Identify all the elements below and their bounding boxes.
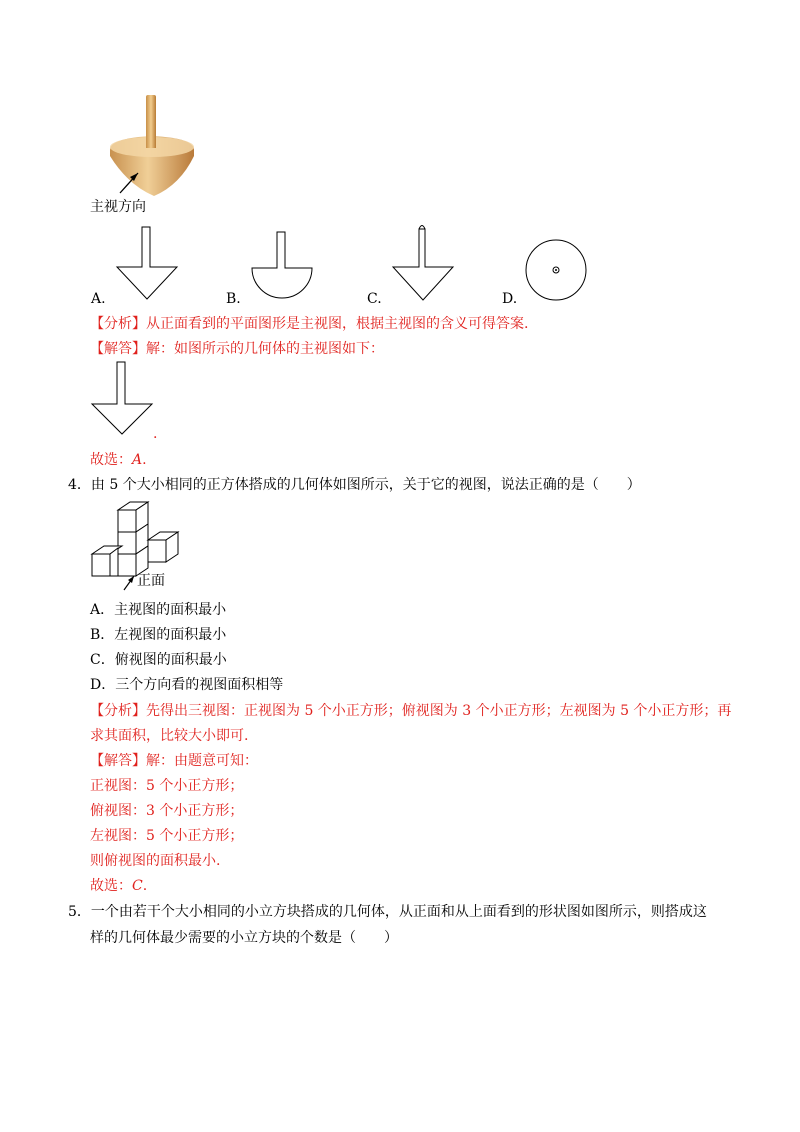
- front-label: 正面: [137, 573, 165, 589]
- answer-tag: 【解答】: [90, 753, 146, 769]
- option-a-shape: [115, 225, 179, 301]
- q4-step-3: 左视图：5 个小正方形；: [90, 828, 244, 844]
- q4-step-4: 则俯视图的面积最小.: [90, 853, 221, 869]
- q4-analysis-line1: [90, 702, 731, 720]
- q4-option-a[interactable]: A．主视图的面积最小: [90, 602, 227, 618]
- q3-choice: [90, 451, 147, 469]
- analysis-text: 从正面看到的平面图形是主视图，根据主视图的含义可得答案.: [146, 316, 529, 332]
- q4-option-c[interactable]: C．俯视图的面积最小: [90, 652, 227, 668]
- q4-step-2: 俯视图：3 个小正方形；: [90, 803, 244, 819]
- answer-front-view-shape: [90, 360, 154, 436]
- analysis-tag: 【分析】: [90, 703, 146, 719]
- choice-letter: A: [132, 452, 143, 468]
- q5-line1: [68, 903, 707, 921]
- answer-text: 解：由题意可知：: [146, 753, 258, 769]
- option-c-shape: [391, 220, 455, 302]
- q4-stem: [68, 476, 641, 494]
- answer-tag: 【解答】: [90, 341, 146, 357]
- spinning-top-figure: [100, 90, 210, 205]
- q4-option-b[interactable]: B．左视图的面积最小: [90, 627, 227, 643]
- view-direction-label: 主视方向: [90, 199, 146, 215]
- q5-line2: 样的几何体最少需要的小立方块的个数是（ ）: [90, 930, 398, 946]
- q4-choice: [90, 877, 147, 895]
- q5-line1-text: 一个由若干个大小相同的小立方块搭成的几何体，从正面和从上面看到的形状图如图所示，则搭成这: [90, 904, 707, 920]
- option-d-shape: [524, 238, 588, 302]
- option-b-letter: B.: [226, 291, 241, 307]
- choice-letter: C: [132, 878, 143, 894]
- choice-end: .: [142, 452, 147, 468]
- choice-end: .: [142, 878, 148, 894]
- analysis-text: 先得出三视图：正视图为 5 个小正方形；俯视图为 3 个小正方形；左视图为 5 个小正方形；再: [146, 703, 732, 719]
- q5-number: 5．: [68, 904, 91, 920]
- answer-figure-dot: .: [153, 426, 158, 442]
- choice-prefix: 故选：: [90, 878, 132, 894]
- answer-text: 解：如图所示的几何体的主视图如下：: [146, 341, 384, 357]
- q4-answer: [90, 752, 258, 770]
- analysis-tag: 【分析】: [90, 316, 146, 332]
- q3-analysis: [90, 315, 528, 333]
- choice-prefix: 故选：: [90, 452, 132, 468]
- q4-option-d[interactable]: D．三个方向看的视图面积相等: [90, 677, 284, 693]
- option-d-letter: D.: [502, 291, 518, 307]
- q4-analysis-line2: 求其面积，比较大小即可.: [90, 728, 249, 744]
- q3-answer: [90, 340, 384, 358]
- option-c-letter: C.: [367, 291, 382, 307]
- q4-step-1: 正视图：5 个小正方形；: [90, 778, 244, 794]
- option-a-letter: A.: [91, 291, 106, 307]
- q4-number: 4．: [68, 477, 91, 493]
- q4-stem-text: 由 5 个大小相同的正方体搭成的几何体如图所示，关于它的视图，说法正确的是（ ）: [90, 477, 641, 493]
- option-b-shape: [250, 230, 314, 302]
